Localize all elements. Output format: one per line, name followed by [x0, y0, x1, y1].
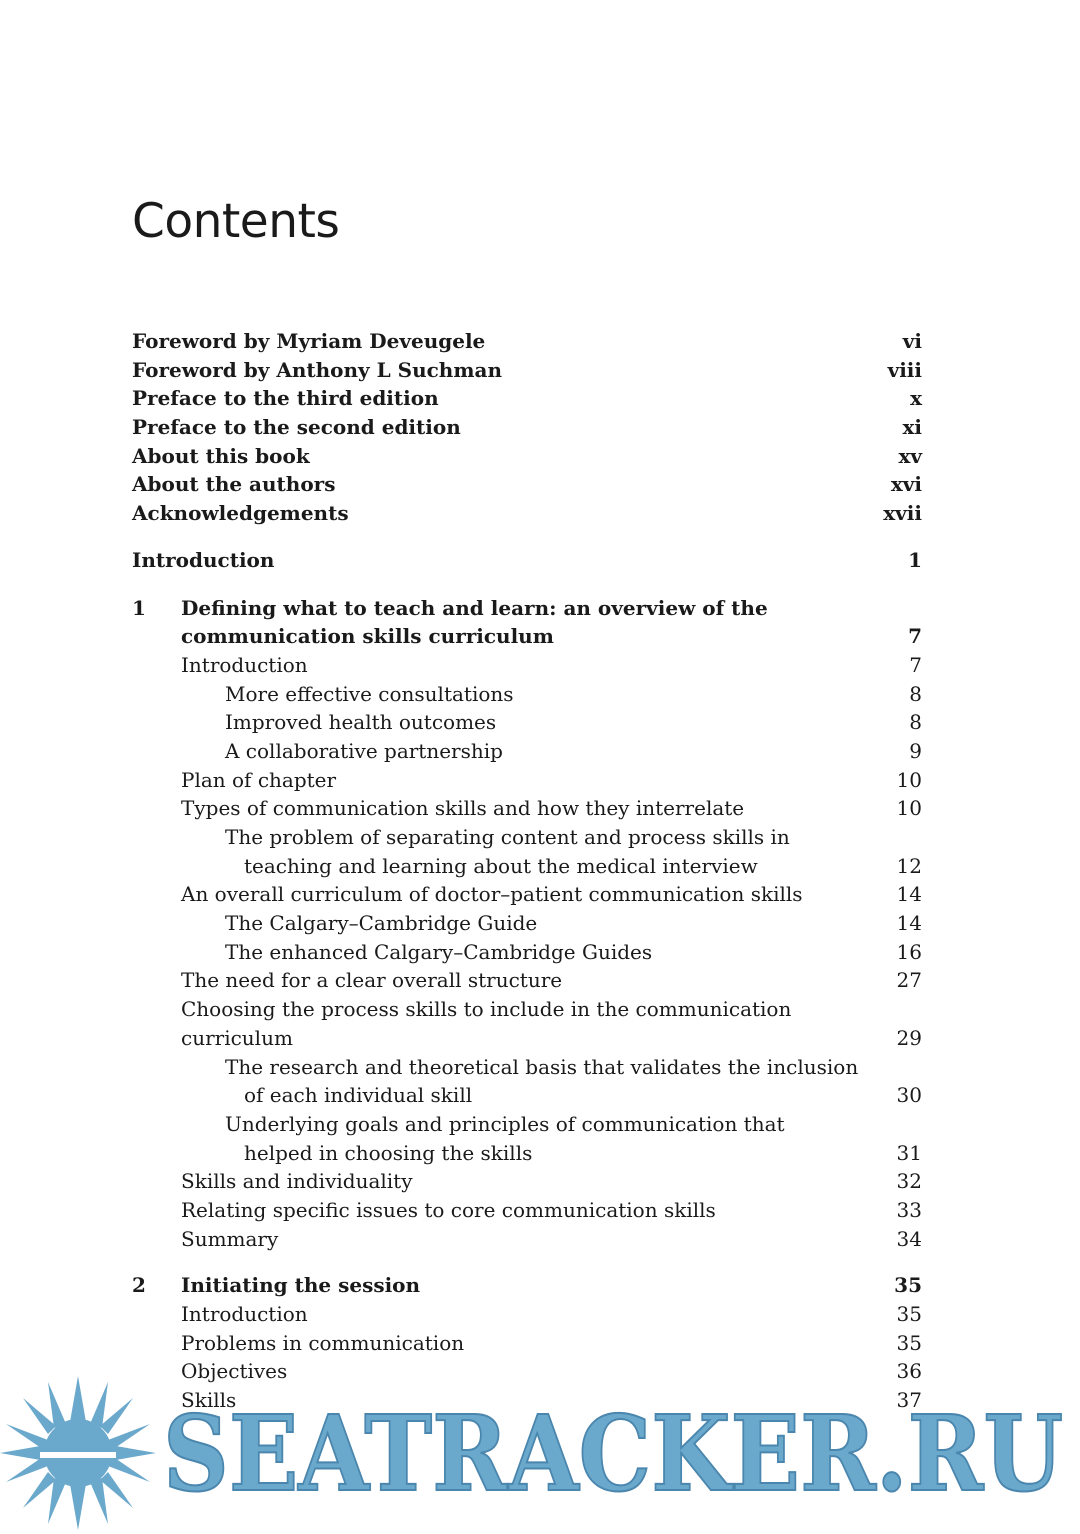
toc-entry-title: Choosing the process skills to include in the communication	[181, 997, 792, 1022]
toc-entry-page: 34	[896, 1226, 922, 1251]
toc-entry-page: 37	[896, 1388, 922, 1413]
toc-subentry[interactable]	[132, 737, 922, 766]
toc-subentry[interactable]	[132, 909, 922, 938]
toc-entry[interactable]	[132, 1167, 922, 1196]
toc-entry-title: The enhanced Calgary–Cambridge Guides	[225, 939, 653, 964]
toc-entry-title: Introduction	[181, 1302, 308, 1326]
chapter-2-heading[interactable]	[132, 1271, 922, 1300]
toc-entry-page: xvii	[883, 501, 922, 526]
toc-entry-page: 33	[896, 1197, 922, 1222]
toc-entry-foreword-deveugele[interactable]	[132, 327, 922, 356]
toc-entry-about-book[interactable]	[132, 442, 922, 471]
toc-entry[interactable]	[132, 1225, 922, 1254]
toc-entry-title: The Calgary–Cambridge Guide	[225, 911, 538, 936]
watermark-text: SEATRACKER.RU	[163, 1392, 1063, 1515]
chapter-1-heading[interactable]	[132, 594, 922, 623]
toc-entry-page: 29	[896, 1025, 922, 1050]
toc-entry-title: Skills and individuality	[181, 1169, 413, 1194]
toc-entry-title: About the authors	[132, 472, 336, 497]
toc-entry-page: x	[910, 386, 922, 411]
toc-entry-title-cont: curriculum	[181, 1025, 293, 1050]
toc-entry-title: Problems in communication	[181, 1330, 465, 1355]
toc-entry-page: 35	[896, 1330, 922, 1355]
toc-entry-page: 12	[896, 853, 922, 878]
toc-subentry-cont[interactable]	[132, 1139, 922, 1168]
toc-entry-page: 8	[909, 710, 922, 735]
toc-entry-title: Objectives	[181, 1359, 288, 1384]
toc-entry-title: Plan of chapter	[181, 767, 337, 792]
toc-entry-page: viii	[887, 357, 922, 382]
toc-entry-title: Introduction	[181, 652, 308, 677]
toc-entry-page: xvi	[890, 472, 922, 497]
toc-entry-page: 35	[896, 1302, 922, 1326]
toc-entry-page: 7	[909, 652, 922, 677]
toc-entry-page: 27	[896, 968, 922, 993]
toc-entry-page: 8	[909, 681, 922, 706]
toc-entry-introduction[interactable]	[132, 546, 922, 575]
toc-entry-page: 10	[896, 796, 922, 821]
toc-entry-page: vi	[902, 329, 922, 353]
toc-entry-title: An overall curriculum of doctor–patient communication skills	[181, 882, 803, 907]
table-of-contents	[132, 327, 922, 1415]
watermark	[0, 1372, 1080, 1534]
toc-entry-title: More effective consultations	[225, 681, 514, 706]
chapter-1-heading-cont[interactable]	[132, 622, 922, 651]
toc-entry-title: About this book	[132, 443, 310, 468]
toc-entry[interactable]	[132, 794, 922, 823]
toc-entry-page: 1	[908, 547, 922, 572]
toc-entry-about-authors[interactable]	[132, 470, 922, 499]
toc-entry-title-cont: of each individual skill	[244, 1083, 473, 1108]
toc-entry-preface-second[interactable]	[132, 413, 922, 442]
toc-entry-title: Acknowledgements	[132, 501, 349, 526]
toc-subentry-cont[interactable]	[132, 1081, 922, 1110]
toc-entry-page: 14	[896, 911, 922, 936]
sun-logo-icon	[0, 1376, 156, 1530]
chapter-number: 1	[132, 595, 146, 620]
chapter-title-line-1: Defining what to teach and learn: an overview of the	[181, 595, 768, 620]
toc-entry-page: 32	[896, 1169, 922, 1194]
toc-entry-cont[interactable]	[132, 1024, 922, 1053]
toc-entry[interactable]	[132, 766, 922, 795]
toc-entry-title: Foreword by Anthony L Suchman	[132, 357, 503, 382]
toc-subentry[interactable]	[132, 1053, 922, 1082]
toc-subentry[interactable]	[132, 708, 922, 737]
toc-entry-page: 9	[909, 738, 922, 763]
toc-entry-page: 36	[896, 1359, 922, 1384]
toc-entry-title: Types of communication skills and how they interrelate	[181, 796, 745, 821]
page-title: Contents	[132, 194, 340, 249]
toc-entry-page: 10	[896, 767, 922, 792]
toc-entry-page: xv	[898, 443, 922, 468]
toc-entry-title: Relating specific issues to core communication skills	[181, 1197, 716, 1222]
chapter-number: 2	[132, 1273, 146, 1298]
toc-entry-title: Skills	[181, 1388, 237, 1413]
toc-entry-title: Preface to the second edition	[132, 415, 461, 440]
toc-entry-title: The need for a clear overall structure	[181, 968, 563, 993]
toc-entry-page: 16	[896, 939, 922, 964]
toc-entry-page: 30	[896, 1083, 922, 1108]
toc-subentry[interactable]	[132, 680, 922, 709]
toc-entry[interactable]	[132, 995, 922, 1024]
toc-entry[interactable]	[132, 1329, 922, 1358]
toc-entry-title: Underlying goals and principles of communication that	[225, 1111, 785, 1136]
toc-entry[interactable]	[132, 966, 922, 995]
toc-entry-title: Improved health outcomes	[225, 710, 497, 735]
toc-entry-title: Preface to the third edition	[132, 386, 439, 411]
toc-entry-title: A collaborative partnership	[225, 738, 503, 763]
chapter-page: 35	[894, 1273, 922, 1298]
toc-entry[interactable]	[132, 1196, 922, 1225]
toc-subentry[interactable]	[132, 823, 922, 852]
toc-entry-foreword-suchman[interactable]	[132, 356, 922, 385]
toc-entry-title-cont: helped in choosing the skills	[244, 1140, 533, 1165]
toc-entry-page: 31	[896, 1140, 922, 1165]
chapter-title: Initiating the session	[181, 1273, 421, 1298]
toc-entry-title: The research and theoretical basis that validates the inclusion	[225, 1054, 859, 1079]
toc-entry[interactable]	[132, 880, 922, 909]
toc-entry-title-cont: teaching and learning about the medical interview	[244, 853, 758, 878]
toc-entry[interactable]	[132, 1300, 922, 1329]
chapter-title-line-2: communication skills curriculum	[181, 624, 554, 649]
toc-entry-title: The problem of separating content and process skills in	[225, 825, 790, 849]
toc-entry-preface-third[interactable]	[132, 384, 922, 413]
toc-entry[interactable]	[132, 651, 922, 680]
toc-subentry[interactable]	[132, 938, 922, 967]
toc-subentry-cont[interactable]	[132, 852, 922, 881]
toc-entry-acknowledgements[interactable]	[132, 499, 922, 528]
toc-entry-title: Introduction	[132, 547, 275, 572]
toc-entry-page: 14	[896, 882, 922, 907]
toc-entry-page: xi	[902, 415, 922, 440]
toc-subentry[interactable]	[132, 1110, 922, 1139]
toc-entry-title: Summary	[181, 1226, 279, 1251]
chapter-page: 7	[908, 624, 922, 649]
toc-entry-title: Foreword by Myriam Deveugele	[132, 329, 486, 353]
